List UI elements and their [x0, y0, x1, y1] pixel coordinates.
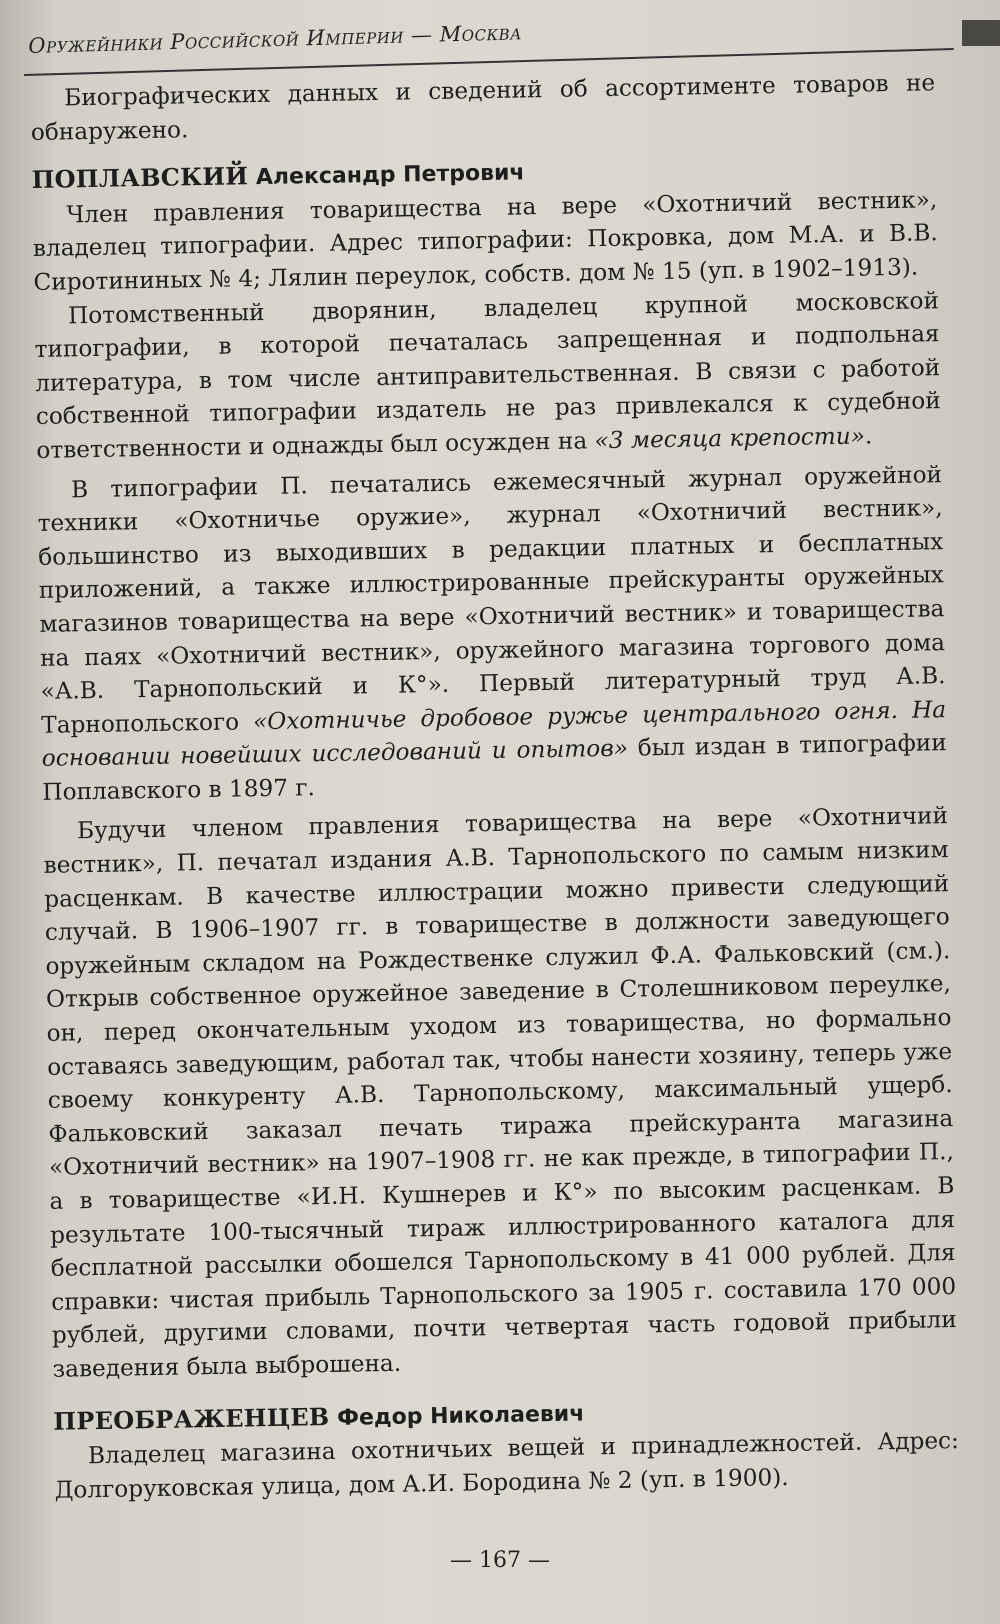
running-header: Оружейники Российской Империи — Москва — [28, 20, 523, 58]
entry-surname: ПРЕОБРАЖЕНЦЕВ — [53, 1401, 330, 1436]
entry-given-names: Федор Николаевич — [336, 1401, 585, 1431]
entry2-paragraph-1: Владелец магазина охотничьих вещей и принадлежностей. Адрес: Долгоруковская улица, дом А.И. Бородина № 2 (уп. в 1900). — [54, 1427, 960, 1504]
entry-surname: ПОПЛАВСКИЙ — [31, 161, 249, 195]
italic-quote: «3 месяца крепости» — [594, 422, 866, 455]
entry1-paragraph-2 — [34, 284, 942, 468]
entry-given-names: Александр Петрович — [255, 160, 525, 191]
italic-book-title: «Охотничье дробовое ружье центрального огня. На основании новейших исследований и опытов» — [41, 695, 947, 773]
text-run: был издан в типографии Поплавского в 1897 г. — [42, 729, 947, 806]
text-run: Потомственный дворянин, владелец крупной московской типографии, в которой печаталась запрещенная и подпольная литература, в том числе антиправительственная. В связи с работой собственной типографии издатель не раз привлекался к судебной ответственности и однажды был осужден на — [34, 286, 941, 464]
page-edge-tab — [962, 20, 1000, 46]
text-run: . — [864, 422, 873, 450]
text-run: В типографии П. печатались ежемесячный журнал оружейной техники «Охотничье оружие», журнал «Охотничий вестник», большинство из выходивших в редакции платных и бесплатных приложений, а также иллюстрированные прейскуранты оружейных магазинов товарищества на вере «Охотничий вестник» и товарищества на паях «Охотничий вестник», оружейного магазина торгового дома «А.В. Тарнопольский и К°». Первый литературный труд А.В. Тарнопольского — [37, 460, 946, 739]
intro-paragraph: Биографических данных и сведений об ассортименте товаров не обнаружено. — [30, 69, 936, 146]
page-number: — 167 — — [450, 1548, 550, 1573]
entry1-paragraph-3 — [37, 458, 948, 810]
entry1-paragraph-1: Член правления товарищества на вере «Охотничий вестник», владелец типографии. Адрес типографии: Покровка, дом М.А. и В.В. Сиротининых № 4; Лялин переулок, собств. дом № 15 (уп. в 1902–1913). — [32, 185, 939, 296]
page-body — [30, 66, 960, 1507]
entry1-paragraph-4: Будучи членом правления товарищества на вере «Охотничий вестник», П. печатал издания А.В. Тарнопольского по самым низким расценкам. В качестве иллюстрации можно привести следующий случай. В 1906–1907 гг. в товариществе в должности заведующего оружейным складом на Рождественке служил Ф.А. Фальковский (см.). Открыв собственное оружейное заведение в Столешниковом переулке, он, перед окончательным уходом из товарищества, но формально оставаясь заведующим, работал так, чтобы нанести хозяину, теперь уже своему конкуренту А.В. Тарнопольскому, максимальный ущерб. Фальковский заказал печать тиража прейскуранта магазина «Охотничий вестник» на 1907–1908 гг. не как прежде, в типографии П., а в товариществе «И.Н. Кушнерев и К°» по высоким расценкам. В результате 100-тысячный тираж иллюстрированного каталога для бесплатной рассылки обошелся Тарнопольскому в 41 000 рублей. Для справки: чистая прибыль Тарнопольского за 1905 г. составила 170 000 рублей, другими словами, почти четвертая часть годовой прибыли заведения была выброшена. — [43, 802, 957, 1383]
